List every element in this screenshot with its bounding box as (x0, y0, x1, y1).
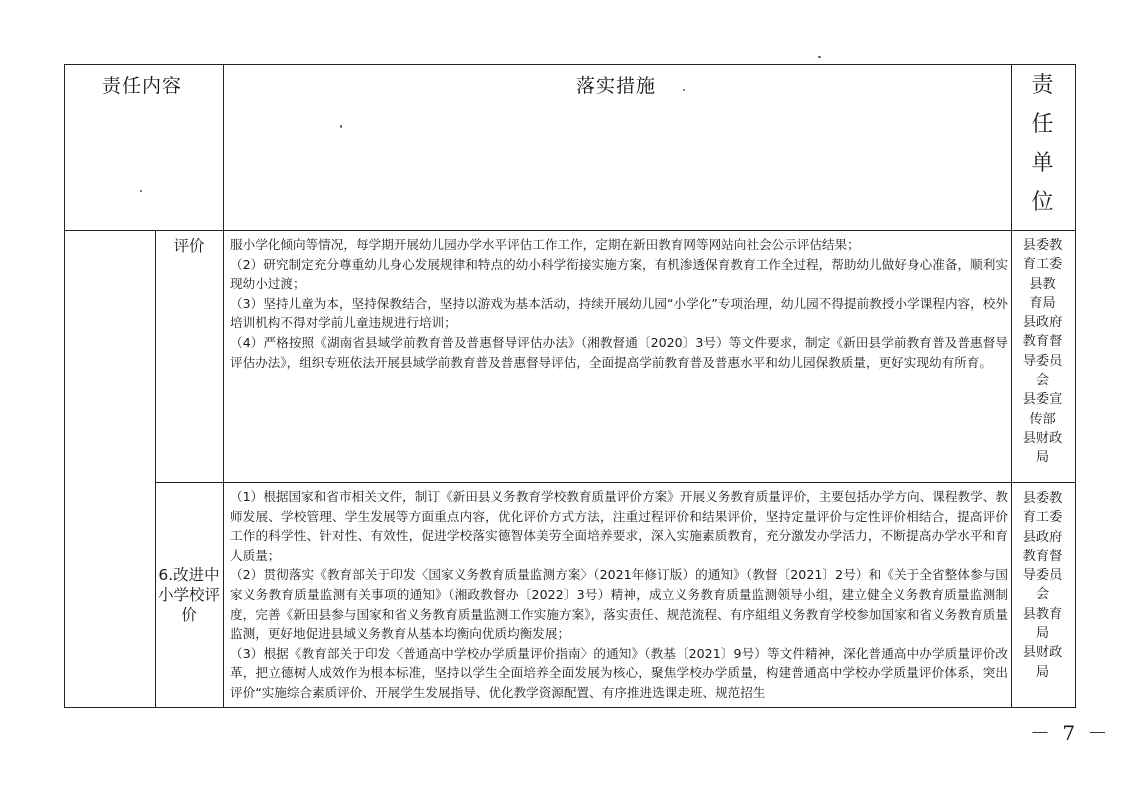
unit-line: 县委教 (1022, 238, 1063, 253)
measure-paragraph: （1）根据国家和省市相关文件，制订《新田县义务教育学校教育质量评价方案》开展义务教育质量评价，主要包括办学方向、课程教学、教师发展、学校管理、学生发展等方面重点内容，优化评价方式方法，注重过程评价和结果评价，坚持定量评价与定性评价相结合，提高评价工作的科学性、针对性、有效性，促进学校落实德智体美劳全面培养要求，深入实施素质教育，充分激发办学活力，不断提高办学水平和育人质量； (230, 489, 1008, 563)
measure-paragraph: （2）研究制定充分尊重幼儿身心发展规律和特点的幼小科学衔接实施方案，有机渗透保育教育工作全过程，帮助幼儿做好身心准备，顺利实现幼小过渡； (230, 256, 1008, 292)
measure-paragraph: 服小学化倾向等情况，每学期开展幼儿园办学水平评估工作工作，定期在新田教育网等网站向社会公示评估结果； (230, 237, 860, 252)
unit-line: 教育督 (1022, 334, 1063, 350)
measure-paragraph: （3）坚持儿童为本，坚持保教结合，坚持以游戏为基本活动，持续开展幼儿园“小学化”专项治理，幼儿园不得提前教授小学课程内容，校外培训机构不得对学前儿童违规进行培训； (230, 295, 1008, 331)
header-unit-char: 任 (1031, 112, 1054, 137)
unit-line: 县政府 (1022, 529, 1063, 545)
header-unit-char: 单 (1031, 151, 1054, 176)
unit-line: 育工委 (1022, 510, 1063, 526)
header-unit-char: 位 (1031, 190, 1054, 215)
unit-line: 县财政 (1022, 430, 1063, 446)
scan-speck (683, 89, 685, 91)
unit-line: 导委员 (1022, 568, 1063, 584)
header-bottom-rule (64, 230, 1076, 231)
unit-line: 局 (1035, 450, 1050, 466)
row-divider (155, 482, 1076, 483)
measure-paragraph: （4）严格按照《湖南省县域学前教育普及普惠督导评估办法》（湘教督通〔2020〕3号）等文件要求，制定《新田县学前教育普及普惠督导评估办法》，组织专班依法开展县域学前教育普及普惠督导评估，全面提高学前教育普及普惠水平和幼儿园保教质量，更好实现幼有所育。 (230, 334, 1008, 370)
unit-line: 育局 (1029, 295, 1056, 311)
unit-line: 导委员 (1022, 353, 1063, 369)
unit-line: 传部 (1029, 411, 1056, 427)
category-col-rule (155, 230, 156, 708)
unit-line: 县委教 (1022, 491, 1063, 506)
row-category: 6.改进中小学校评价 (157, 566, 220, 624)
unit-line: 县财政 (1022, 645, 1063, 661)
unit-line: 局 (1035, 664, 1050, 680)
header-responsibility-content: 责任内容 (102, 75, 183, 97)
scan-speck (340, 125, 342, 128)
scan-speck (140, 190, 142, 192)
row-measures (230, 235, 1008, 372)
unit-line: 会 (1035, 373, 1050, 389)
page-number: － 7 － (1030, 721, 1111, 745)
row-responsible-units (1012, 236, 1073, 468)
unit-line: 县教育 (1022, 606, 1063, 622)
content-col-rule (223, 64, 224, 708)
row-measures (230, 487, 1008, 703)
unit-line: 局 (1035, 626, 1050, 642)
unit-line: 会 (1035, 587, 1050, 603)
scan-speck (818, 56, 821, 58)
unit-line: 教育督 (1022, 548, 1063, 564)
measure-paragraph: （3）根据《教育部关于印发〈普通高中学校办学质量评价指南〉的通知》（教基〔2021〕9号）等文件精神，深化普通高中办学质量评价改革，把立德树人成效作为根本标准，坚持以学生全面培养全面发展为核心，聚焦学校办学质量，构建普通高中学校办学质量评价体系，突出评价“实施综合素质评价、开展学生发展指导、优化教学资源配置、有序推进选课走班、规范招生 (230, 645, 1008, 700)
row-category: 评价 (173, 237, 205, 255)
header-implementation-measures: 落实措施 (576, 75, 657, 97)
header-responsible-unit (1012, 66, 1073, 222)
row-responsible-units (1012, 489, 1073, 682)
measure-paragraph: （2）贯彻落实《教育部关于印发〈国家义务教育质量监测方案〉（2021年修订版）的通知》（教督〔2021〕2号）和《关于全省整体参与国家义务教育质量监测有关事项的通知》（湘政教督办〔2022〕3号）精神，成立义务教育质量监测领导小组，建立健全义务教育质量监测制度，完善《新田县参与国家和省义务教育质量监测工作实施方案》，落实责任、规范流程、有序組组义务教育学校参加国家和省义务教育质量监测，更好地促进县域义务教育从基本均衡向优质均衡发展； (230, 567, 1008, 642)
header-unit-char: 责 (1031, 73, 1054, 98)
unit-line: 县政府 (1022, 315, 1063, 331)
unit-line: 县教 (1029, 276, 1056, 292)
unit-line: 育工委 (1022, 257, 1063, 273)
unit-line: 县委宣 (1022, 392, 1063, 408)
